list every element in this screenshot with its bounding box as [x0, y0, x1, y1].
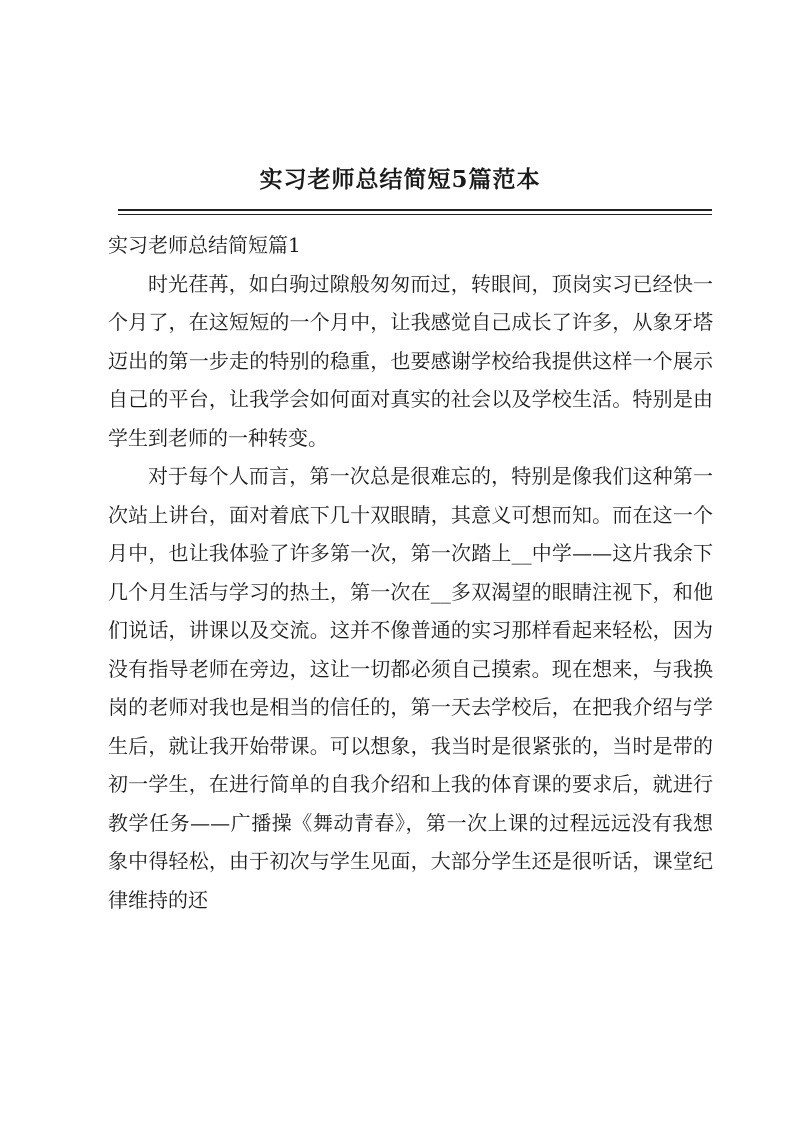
- title-divider-thin: [118, 214, 712, 215]
- section-heading: 实习老师总结简短篇1: [108, 233, 301, 257]
- title-divider-thick: [118, 209, 712, 211]
- document-title: 实习老师总结简短5篇范本: [259, 166, 541, 193]
- paragraph-2: 对于每个人而言，第一次总是很难忘的，特别是像我们这种第一次站上讲台，面对着底下几十双眼睛，其意义可想而知。而在这一个月中，也让我体验了许多第一次，第一次踏上__中学——这片我余下几个月生活与学习的热土，第一次在__多双渴望的眼睛注视下，和他们说话，讲课以及交流。这并不像普通的实习那样看起来轻松，因为没有指导老师在旁边，这让一切都必须自己摸索。现在想来，与我换岗的老师对我也是相当的信任的，第一天去学校后，在把我介绍与学生后，就让我开始带课。可以想象，我当时是很紧张的，当时是带的初一学生，在进行简单的自我介绍和上我的体育课的要求后，就进行教学任务——广播操《舞动青春》，第一次上课的过程远远没有我想象中得轻松，由于初次与学生见面，大部分学生还是很听话，课堂纪律维持的还: [108, 464, 713, 912]
- paragraph-1: 时光荏苒，如白驹过隙般匆匆而过，转眼间，顶岗实习已经快一个月了，在这短短的一个月中，让我感觉自己成长了许多，从象牙塔迈出的第一步走的特别的稳重，也要感谢学校给我提供这样一个展示自己的平台，让我学会如何面对真实的社会以及学校生活。特别是由学生到老师的一种转变。: [108, 271, 713, 450]
- document-body: [108, 226, 713, 919]
